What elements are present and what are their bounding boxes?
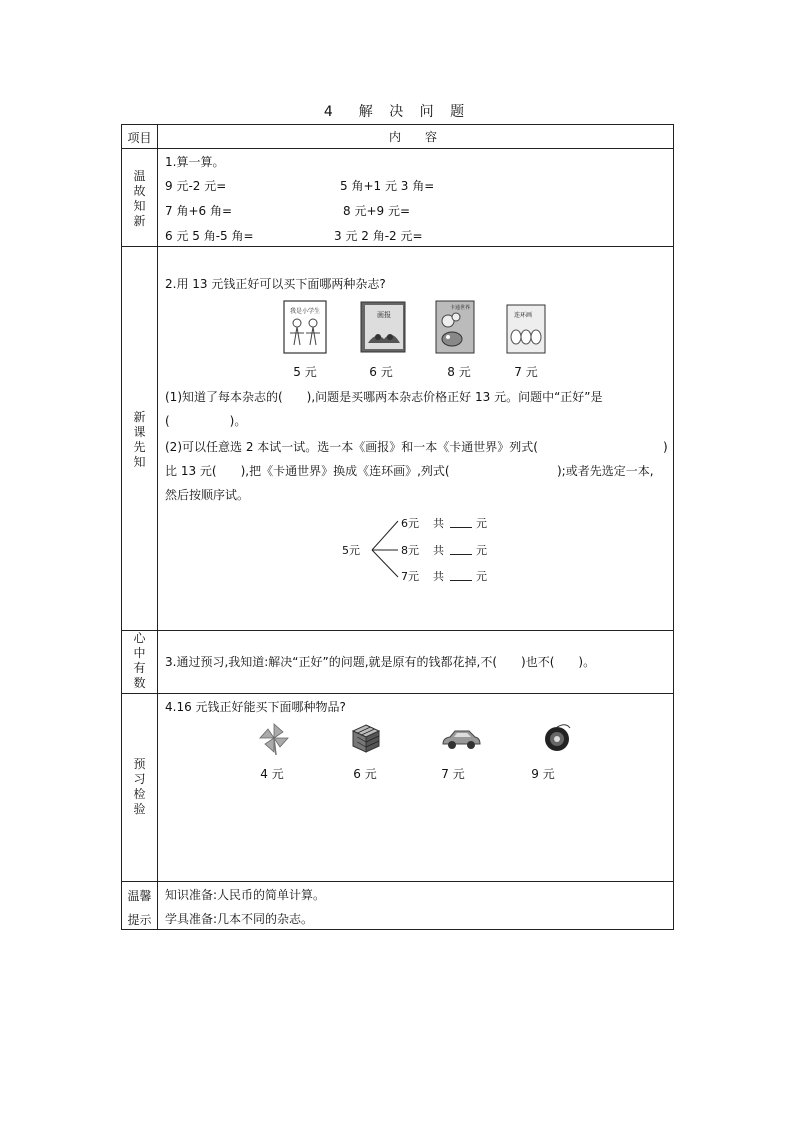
warmup-heading: 1.算一算。	[165, 155, 225, 169]
tree-answer-blank[interactable]	[450, 543, 472, 559]
magazine-cover-icon	[434, 299, 476, 355]
row-divider	[122, 246, 673, 247]
magazine-cover-icon	[505, 303, 547, 355]
tree-branch-unit: 元	[476, 544, 487, 557]
warmup-problem: 6 元 5 角-5 角=	[165, 229, 254, 243]
newlesson-paragraph: 然后按顺序试。	[165, 488, 250, 502]
tree-branch-lines	[362, 515, 402, 585]
insight-text: 3.通过预习,我知道:解决“正好”的问题,就是原有的钱都花掉,不( )也不( )。	[165, 655, 596, 669]
item-price: 9 元	[531, 767, 555, 781]
magazine-cover-title: 画报	[377, 311, 391, 319]
insight-label: 心 中 有 数	[133, 631, 146, 690]
tree-branch-word: 共	[433, 570, 444, 583]
tree-branch-value: 7元	[401, 570, 419, 583]
newlesson-paragraph: (1)知道了每本杂志的( ),问题是买哪两本杂志价格正好 13 元。问题中“正好”是	[165, 390, 603, 404]
header-content: 内 容	[389, 130, 438, 144]
tree-answer-blank[interactable]	[450, 569, 472, 585]
column-divider	[157, 125, 158, 929]
header-item: 项目	[127, 131, 152, 145]
tips-line: 学具准备:几本不同的杂志。	[165, 912, 314, 926]
check-label: 预 习 检 验	[133, 757, 146, 816]
tree-branch-unit: 元	[476, 570, 487, 583]
row-divider	[122, 881, 673, 882]
newlesson-heading: 2.用 13 元钱正好可以买下面哪两种杂志?	[165, 277, 386, 291]
magazine-price: 8 元	[447, 365, 471, 379]
tree-root: 5元	[342, 544, 360, 557]
tree-branch-word: 共	[433, 517, 444, 530]
item-price: 7 元	[441, 767, 465, 781]
warmup-problem: 7 角+6 角=	[165, 204, 233, 218]
tips-line: 知识准备:人民币的简单计算。	[165, 888, 326, 902]
newlesson-label: 新 课 先 知	[133, 410, 146, 469]
rubiks-cube-icon	[350, 722, 382, 754]
tree-branch-word: 共	[433, 544, 444, 557]
lesson-table	[121, 124, 674, 930]
warmup-problem: 9 元-2 元=	[165, 179, 227, 193]
row-divider	[122, 630, 673, 631]
toy-car-icon	[440, 728, 482, 752]
magazine-price: 6 元	[369, 365, 393, 379]
magazine-price: 7 元	[514, 365, 538, 379]
tree-branch-unit: 元	[476, 517, 487, 530]
warmup-problem: 8 元+9 元=	[343, 204, 411, 218]
page-title: 4 解 决 问 题	[323, 104, 471, 120]
magazine-price: 5 元	[293, 365, 317, 379]
magazine-cover-title: 我是小学生	[289, 308, 321, 315]
tree-branch-value: 8元	[401, 544, 419, 557]
pinwheel-icon	[257, 722, 291, 756]
tree-answer-blank[interactable]	[450, 516, 472, 532]
magazine-cover-icon	[282, 299, 328, 355]
item-price: 6 元	[353, 767, 377, 781]
tree-branch-value: 6元	[401, 517, 419, 530]
row-divider	[122, 693, 673, 694]
row-divider	[122, 148, 673, 149]
warmup-problem: 3 元 2 角-2 元=	[334, 229, 423, 243]
newlesson-paragraph: (2)可以任意选 2 本试一试。选一本《画报》和一本《卡通世界》列式(	[165, 440, 538, 454]
warmup-label: 温 故 知 新	[133, 169, 146, 228]
newlesson-paragraph: 比 13 元( ),把《卡通世界》换成《连环画》,列式(	[165, 464, 450, 478]
warmup-problem: 5 角+1 元 3 角=	[340, 179, 435, 193]
magazine-cover-icon	[358, 299, 408, 355]
magazine-cover-title: 卡通世界	[449, 305, 471, 311]
check-heading: 4.16 元钱正好能买下面哪种物品?	[165, 700, 346, 714]
tips-label: 温馨	[127, 889, 152, 903]
newlesson-paragraph: )	[663, 440, 668, 454]
newlesson-paragraph: ( )。	[165, 414, 247, 428]
tips-label: 提示	[127, 913, 152, 927]
item-price: 4 元	[260, 767, 284, 781]
magazine-cover-title: 连环画	[513, 312, 533, 319]
newlesson-paragraph: );或者先选定一本,	[557, 464, 654, 478]
yoyo-icon	[542, 724, 572, 754]
